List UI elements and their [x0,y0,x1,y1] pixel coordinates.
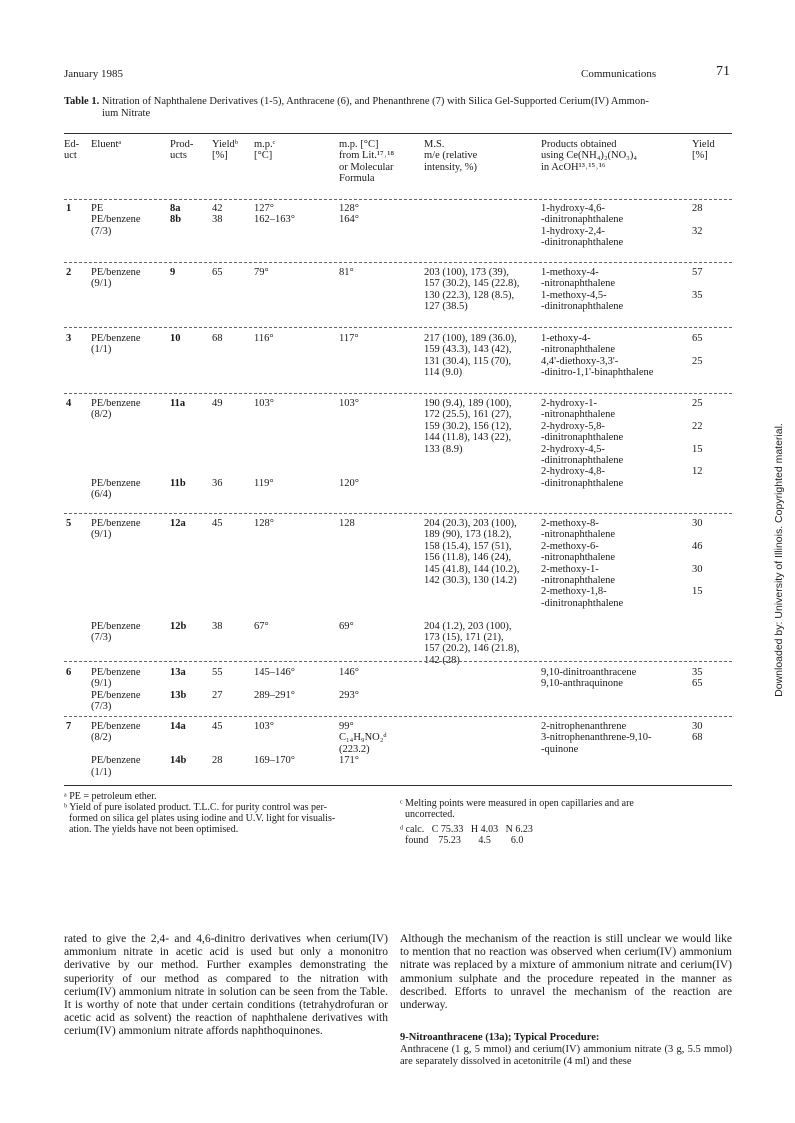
table-cell-ms: 217 (100), 189 (36.0), 159 (43.3), 143 (42), 131 (30.4), 115 (70), 114 (9.0) [424,333,517,379]
table-cell-mp: 79° [254,267,269,278]
col-header-ms: M.S. m/e (relative intensity, %) [424,139,478,173]
running-header-date: January 1985 [64,68,123,80]
table-cell-eluent: PE PE/benzene (7/3) [91,203,141,237]
table-cell-yield2: 30 46 30 15 [692,518,703,598]
page-number: 71 [716,64,730,79]
table-cell-yield: 65 [212,267,223,278]
table-cell-products: 12a 12b [170,518,187,632]
table-cell-obtained: 1-methoxy-4- -nitronaphthalene 1-methoxy-4,5- -dinitronaphthalene [541,267,624,313]
table-cell-mp-lit: 99° C₁₄H₉NO₂ᵈ (223.2) 171° [339,721,387,767]
table-cell-mp: 103° 119° [254,398,274,489]
table-cell-mp-lit: 128 69° [339,518,355,632]
table-cell-products: 8a 8b [170,203,182,226]
table-cell-mp: 127° 162–163° [254,203,295,226]
table-cell-yield: 42 38 [212,203,223,226]
table-caption-text: Nitration of Naphthalene Derivatives (1-5), Anthracene (6), and Phenanthrene (7) with Silica Gel-Supported Cerium(IV) Ammon- [99,96,649,107]
table-cell-yield: 49 36 [212,398,223,489]
table-cell-products: 13a 13b [170,667,187,701]
table-cell-mp-lit: 103° 120° [339,398,359,489]
row-divider [64,327,732,328]
table-cell-eluent: PE/benzene (1/1) [91,333,141,356]
table-cell-educt: 1 [66,203,72,214]
procedure-heading: 9-Nitroanthracene (13a); Typical Procedure: [400,1032,600,1043]
table-cell-yield2: 57 35 [692,267,703,301]
footnote-c: ᶜ Melting points were measured in open capillaries and are uncorrected. [400,798,634,820]
table-cell-obtained: 2-methoxy-8- -nitronaphthalene 2-methoxy-6- -nitronaphthalene 2-methoxy-1- -nitronaphthalene 2-methoxy-1,8- -dinitronaphthalene [541,518,624,609]
table-cell-mp: 145–146° 289–291° [254,667,295,701]
table-cell-obtained: 2-nitrophenanthrene 3-nitrophenanthrene-9,10- -quinone [541,721,652,755]
table-cell-ms: 204 (20.3), 203 (100), 189 (90), 173 (18.2), 158 (15.4), 157 (51), 156 (11.8), 146 (24), 145 (41.8), 144 (10.2), 142 (30.3), 130 (14.2) 204 (1.2), 203 (100), 173 (15), 171 (21), 157 (20.2), 146 (21.8), 142 (28) [424,518,520,666]
table-cell-obtained: 9,10-dinitroanthracene 9,10-anthraquinone [541,667,637,690]
table-cell-eluent: PE/benzene (8/2) PE/benzene (1/1) [91,721,141,778]
table-caption [64,96,732,120]
table-cell-products: 10 [170,333,181,344]
table-header-rule [64,199,732,200]
row-divider [64,393,732,394]
table-cell-eluent: PE/benzene (9/1) PE/benzene (7/3) [91,518,141,644]
table-cell-eluent: PE/benzene (8/2) PE/benzene (6/4) [91,398,141,501]
download-watermark-text: Downloaded by: University of Illinois. Copyrighted material. [773,423,785,697]
table-cell-ms: 203 (100), 173 (39), 157 (30.2), 145 (22.8), 130 (22.3), 128 (8.5), 127 (38.5) [424,267,520,313]
row-divider [64,513,732,514]
row-divider [64,661,732,662]
table-cell-yield: 45 28 [212,721,223,767]
running-header-section: Communications [581,68,657,80]
table-cell-products: 9 [170,267,176,278]
table-cell-mp-lit: 81° [339,267,354,278]
procedure-text: Anthracene (1 g, 5 mmol) and cerium(IV) ammonium nitrate (3 g, 5.5 mmol) are separately dissolved in acetonitrile (4 ml) and these [400,1044,732,1067]
table-cell-eluent: PE/benzene (9/1) [91,267,141,290]
table-cell-mp-lit: 117° [339,333,359,344]
table-cell-yield2: 30 68 [692,721,703,744]
table-cell-obtained: 2-hydroxy-1- -nitronaphthalene 2-hydroxy-5,8- -dinitronaphthalene 2-hydroxy-4,5- -dinitronaphthalene 2-hydroxy-4,8- -dinitronaphthalene [541,398,624,489]
row-divider [64,262,732,263]
row-divider [64,716,732,717]
col-header-obtained: Products obtained using Ce(NH₄)₂(NO₃)₄ in AcOH¹³˒¹⁵˒¹⁶ [541,139,638,173]
table-cell-educt: 7 [66,721,72,732]
table-cell-obtained: 1-ethoxy-4- -nitronaphthalene 4,4'-diethoxy-3,3'- -dinitro-1,1'-binaphthalene [541,333,654,379]
table-cell-mp: 116° [254,333,274,344]
table-cell-mp-lit: 128° 164° [339,203,359,226]
table-cell-educt: 2 [66,267,72,278]
col-header-mp: m.p.ᶜ [°C] [254,139,276,162]
table-cell-yield: 55 27 [212,667,223,701]
table-cell-mp: 128° 67° [254,518,274,632]
table-cell-mp-lit: 146° 293° [339,667,359,701]
table-cell-eluent: PE/benzene (9/1) PE/benzene (7/3) [91,667,141,713]
table-cell-educt: 3 [66,333,72,344]
footnote-b: ᵇ Yield of pure isolated product. T.L.C. for purity control was per- formed on silica gel plates using iodine and U.V. light for visualis- ation. The yields have not been optimised. [64,802,336,835]
table-cell-educt: 5 [66,518,72,529]
body-text-right: Although the mechanism of the reaction is still unclear we would like to mention that no reaction was observed when cerium(IV) ammonium nitrate was replaced by a mixture of ammonium nitrate and cerium(IV) ammonium sulphate and the procedure repeated in the manner as described. Efforts to unravel the mechanism of the reaction are underway. [400,933,732,1012]
table-cell-mp: 103° 169–170° [254,721,295,767]
footnote-a: ᵃ PE = petroleum ether. [64,791,157,802]
body-text-left: rated to give the 2,4- and 4,6-dinitro derivatives when cerium(IV) ammonium nitrate in acetic acid is used but only a mononitro derivative by our method. Further examples demonstrating the superiority of our method as compared to the nitration with cerium(IV) ammonium nitrate in solution can be seen from the Table. It is worthy of note that under certain conditions (tetrahydrofuran or acetic acid as solvent) the reaction of naphthalene derivatives with cerium(IV) ammonium nitrate affords naphthoquinones. [64,933,388,1038]
table-cell-products: 14a 14b [170,721,187,767]
table-cell-yield: 68 [212,333,223,344]
table-cell-yield2: 25 22 15 12 [692,398,703,478]
download-watermark [772,410,786,710]
col-header-products: Prod- ucts [170,139,194,162]
table-cell-obtained: 1-hydroxy-4,6- -dinitronaphthalene 1-hydroxy-2,4- -dinitronaphthalene [541,203,624,249]
table-cell-products: 11a 11b [170,398,186,489]
table-caption-label: Table 1. [64,96,100,107]
table-cell-ms: 190 (9.4), 189 (100), 172 (25.5), 161 (27), 159 (30.2), 156 (12), 144 (11.8), 143 (22), 133 (8.9) [424,398,512,455]
table-cell-educt: 6 [66,667,72,678]
col-header-eluent: Eluentᵃ [91,139,122,150]
col-header-mp-lit: m.p. [°C] from Lit.¹⁷˒¹⁸ or Molecular Formula [339,139,395,185]
footnote-d: ᵈ calc. C 75.33 H 4.03 N 6.23 found 75.23 4.5 6.0 [400,824,533,846]
table-cell-educt: 4 [66,398,72,409]
table-cell-yield2: 35 65 [692,667,703,690]
table-cell-yield2: 65 25 [692,333,703,367]
table-bottom-rule [64,785,732,786]
table-cell-yield2: 28 32 [692,203,703,237]
col-header-educt: Ed- uct [64,139,80,162]
col-header-yield: Yieldᵇ [%] [212,139,238,162]
col-header-yield2: Yield [%] [692,139,715,162]
table-cell-yield: 45 38 [212,518,223,632]
table-caption-continuation: ium Nitrate [102,108,151,119]
table-top-rule [64,133,732,134]
